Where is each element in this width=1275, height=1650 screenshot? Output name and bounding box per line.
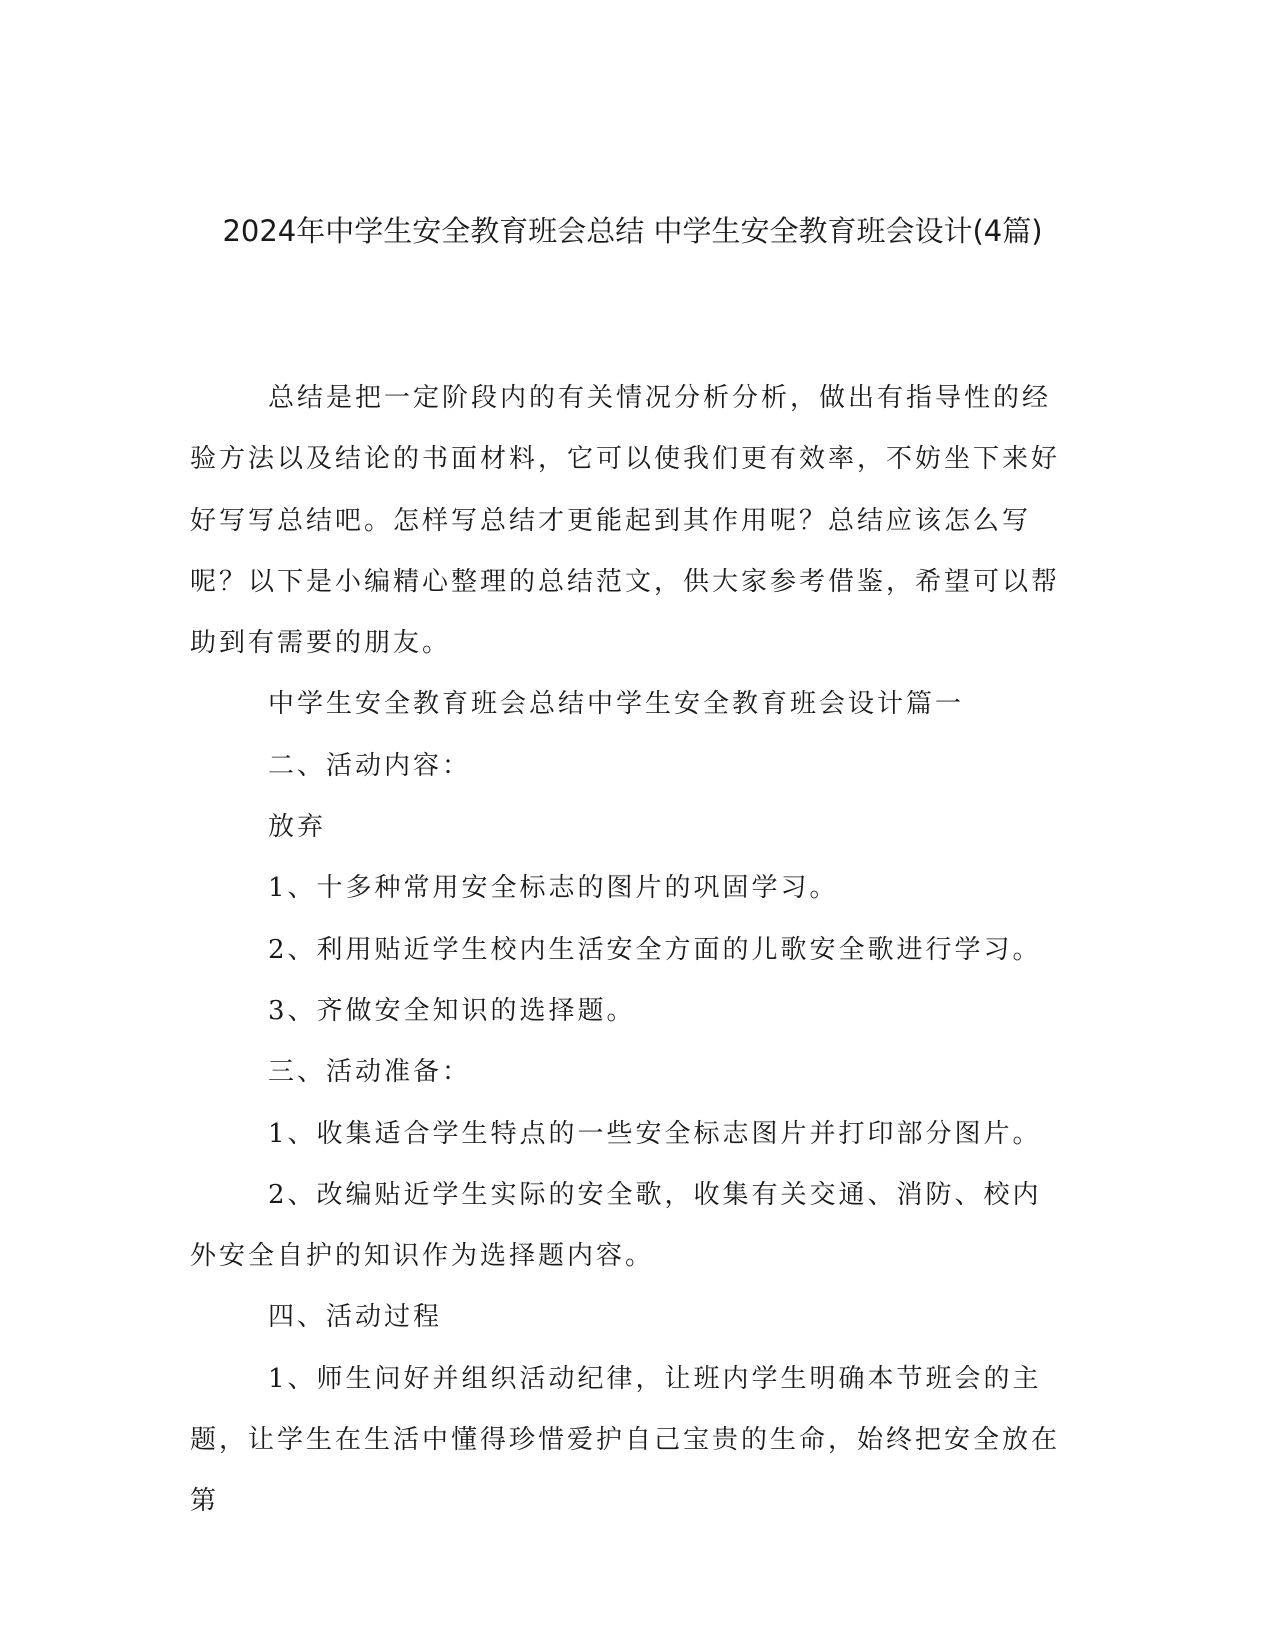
section-heading: 中学生安全教育班会总结中学生安全教育班会设计篇一 xyxy=(268,689,965,720)
list-item: 1、收集适合学生特点的一些安全标志图片并打印部分图片。 xyxy=(268,1118,1042,1149)
list-item: 1、师生问好并组织活动纪律，让班内学生明确本节班会的主题，让学生在生活中懂得珍惜爱护自己宝贵的生命，始终把安全放在第 xyxy=(190,1363,1061,1517)
list-item: 2、利用贴近学生校内生活安全方面的儿歌安全歌进行学习。 xyxy=(268,934,1042,965)
list-item: 1、十多种常用安全标志的图片的巩固学习。 xyxy=(268,873,839,904)
activity-content-heading: 二、活动内容： xyxy=(268,750,472,781)
activity-process-heading: 四、活动过程 xyxy=(268,1302,443,1333)
activity-preparation-heading: 三、活动准备： xyxy=(268,1057,472,1088)
list-item: 3、齐做安全知识的选择题。 xyxy=(268,995,636,1026)
intro-paragraph: 总结是把一定阶段内的有关情况分析分析，做出有指导性的经验方法以及结论的书面材料，它可以使我们更有效率，不妨坐下来好好写写总结吧。怎样写总结才更能起到其作用呢？总结应该怎么写呢？以下是小编精心整理的总结范文，供大家参考借鉴，希望可以帮助到有需要的朋友。 xyxy=(190,383,1061,659)
document-title: 2024年中学生安全教育班会总结 中学生安全教育班会设计(4篇) xyxy=(222,214,1043,248)
body-paragraph: 放弃 xyxy=(268,812,327,843)
list-item: 2、改编贴近学生实际的安全歌，收集有关交通、消防、校内外安全自护的知识作为选择题内容。 xyxy=(190,1179,1042,1272)
document-body xyxy=(190,368,1070,1533)
